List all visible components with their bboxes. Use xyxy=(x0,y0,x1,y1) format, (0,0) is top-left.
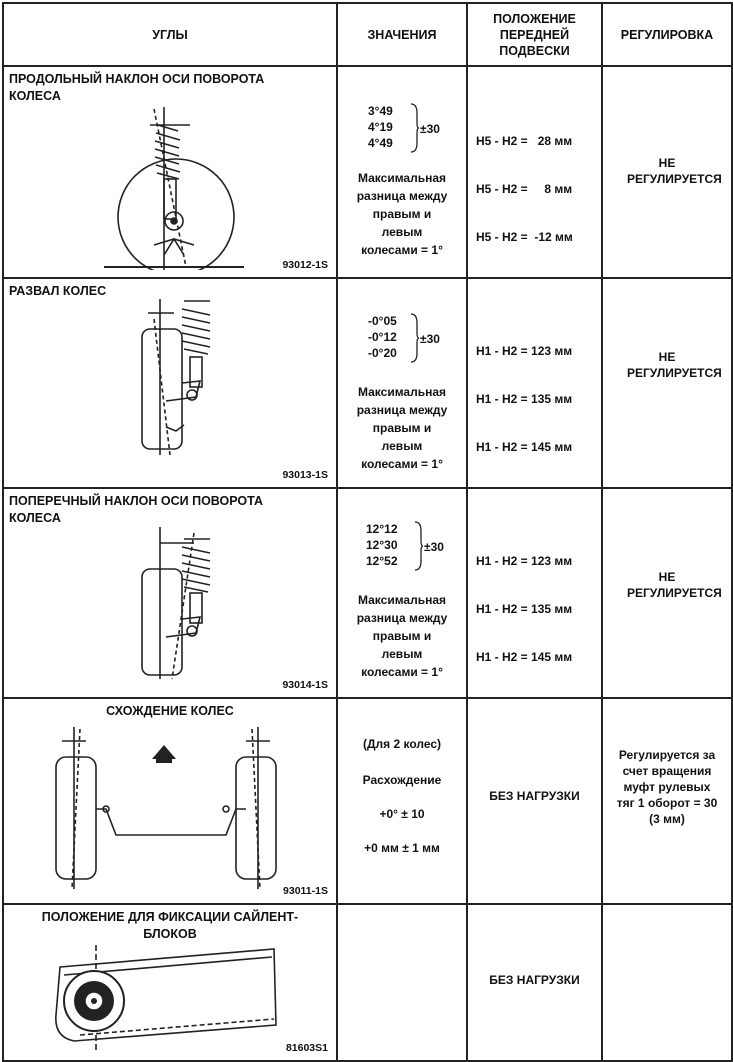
position-cell-caster xyxy=(467,66,602,278)
angle-cell-bushing xyxy=(3,904,337,1061)
max-difference: Максимальная разница между правым и левым колесами = 1° xyxy=(356,593,448,679)
values-cell-caster xyxy=(337,66,467,278)
camber-diagram-icon xyxy=(4,279,334,457)
position-line: H1 - H2 = 135 мм xyxy=(476,602,573,616)
adjustment-cell-kingpin xyxy=(602,488,732,698)
caster-diagram-icon xyxy=(4,67,334,270)
table-row xyxy=(3,278,732,488)
adjustment-cell-toe xyxy=(602,698,732,904)
values-angle: +0° ± 10 xyxy=(379,807,425,821)
value-max: 4°49 xyxy=(368,136,393,150)
position-line: H1 - H2 = 123 мм xyxy=(476,344,573,358)
table-row xyxy=(3,904,732,1061)
adjustment-text: НЕ РЕГУЛИРУЕТСЯ xyxy=(627,350,722,380)
figure-code: 93013-1S xyxy=(282,469,328,481)
figure-code: 93012-1S xyxy=(282,259,328,271)
row-title: СХОЖДЕНИЕ КОЛЕС xyxy=(106,704,234,718)
position-line: H5 - H2 = -12 мм xyxy=(476,230,573,244)
brace-icon xyxy=(414,521,424,571)
value-min: 12°12 xyxy=(366,522,398,536)
angle-cell-caster xyxy=(3,66,337,278)
position-line: H1 - H2 = 135 мм xyxy=(476,392,573,406)
value-max: -0°20 xyxy=(368,346,397,360)
header-adjustment: РЕГУЛИРОВКА xyxy=(602,3,732,66)
tolerance: ±30 xyxy=(420,122,440,136)
row-title: ПОПЕРЕЧНЫЙ НАКЛОН ОСИ ПОВОРОТА КОЛЕСА xyxy=(9,494,264,525)
max-difference: Максимальная разница между правым и левым колесами = 1° xyxy=(356,385,448,471)
alignment-spec-table xyxy=(2,2,733,1062)
adjustment-text: Регулируется за счет вращения муфт рулевых тяг 1 оборот = 30 (3 мм) xyxy=(616,748,718,826)
brace-icon xyxy=(410,313,420,363)
table-row xyxy=(3,66,732,278)
position-text: БЕЗ НАГРУЗКИ xyxy=(489,789,580,803)
figure-code: 93011-1S xyxy=(283,885,328,897)
values-cell-bushing xyxy=(337,904,467,1061)
tolerance: ±30 xyxy=(420,332,440,346)
position-cell-bushing xyxy=(467,904,602,1061)
adjustment-cell-bushing xyxy=(602,904,732,1061)
angle-cell-camber xyxy=(3,278,337,488)
position-line: H1 - H2 = 123 мм xyxy=(476,554,573,568)
toe-diagram-icon xyxy=(4,699,334,901)
position-cell-camber xyxy=(467,278,602,488)
position-line: H1 - H2 = 145 мм xyxy=(476,440,573,454)
figure-code: 81603S1 xyxy=(285,1042,328,1054)
value-nominal: 4°19 xyxy=(368,120,393,134)
values-distance: +0 мм ± 1 мм xyxy=(364,841,440,855)
row-title: ПОЛОЖЕНИЕ ДЛЯ ФИКСАЦИИ САЙЛЕНТ-БЛОКОВ xyxy=(41,910,299,941)
table-row xyxy=(3,488,732,698)
adjustment-text: НЕ РЕГУЛИРУЕТСЯ xyxy=(627,156,722,186)
header-angles: УГЛЫ xyxy=(3,3,337,66)
row-title: РАЗВАЛ КОЛЕС xyxy=(9,284,107,298)
values-cell-toe xyxy=(337,698,467,904)
value-min: 3°49 xyxy=(368,104,393,118)
angle-cell-kingpin xyxy=(3,488,337,698)
value-max: 12°52 xyxy=(366,554,398,568)
values-label: Расхождение xyxy=(362,773,442,787)
row-title: ПРОДОЛЬНЫЙ НАКЛОН ОСИ ПОВОРОТА КОЛЕСА xyxy=(9,72,265,103)
adjustment-cell-caster xyxy=(602,66,732,278)
position-cell-kingpin xyxy=(467,488,602,698)
header-position: ПОЛОЖЕНИЕ ПЕРЕДНЕЙ ПОДВЕСКИ xyxy=(467,3,602,66)
adjustment-text: НЕ РЕГУЛИРУЕТСЯ xyxy=(627,570,722,600)
brace-icon xyxy=(410,103,420,153)
position-text: БЕЗ НАГРУЗКИ xyxy=(489,973,580,987)
position-line: H5 - H2 = 28 мм xyxy=(476,134,573,148)
angle-cell-toe xyxy=(3,698,337,904)
header-values: ЗНАЧЕНИЯ xyxy=(337,3,467,66)
position-line: H1 - H2 = 145 мм xyxy=(476,650,573,664)
values-cell-camber xyxy=(337,278,467,488)
position-cell-toe xyxy=(467,698,602,904)
lower-arm-bushing-icon xyxy=(4,905,334,1058)
value-min: -0°05 xyxy=(368,314,397,328)
position-line: H5 - H2 = 8 мм xyxy=(476,182,573,196)
value-nominal: -0°12 xyxy=(368,330,397,344)
max-difference: Максимальная разница между правым и левым колесами = 1° xyxy=(356,171,448,257)
adjustment-cell-camber xyxy=(602,278,732,488)
figure-code: 93014-1S xyxy=(282,679,328,691)
values-note: (Для 2 колес) xyxy=(362,737,442,751)
tolerance: ±30 xyxy=(424,540,444,554)
table-row xyxy=(3,698,732,904)
header-row xyxy=(3,3,732,66)
value-nominal: 12°30 xyxy=(366,538,398,552)
kingpin-diagram-icon xyxy=(4,489,334,680)
values-cell-kingpin xyxy=(337,488,467,698)
